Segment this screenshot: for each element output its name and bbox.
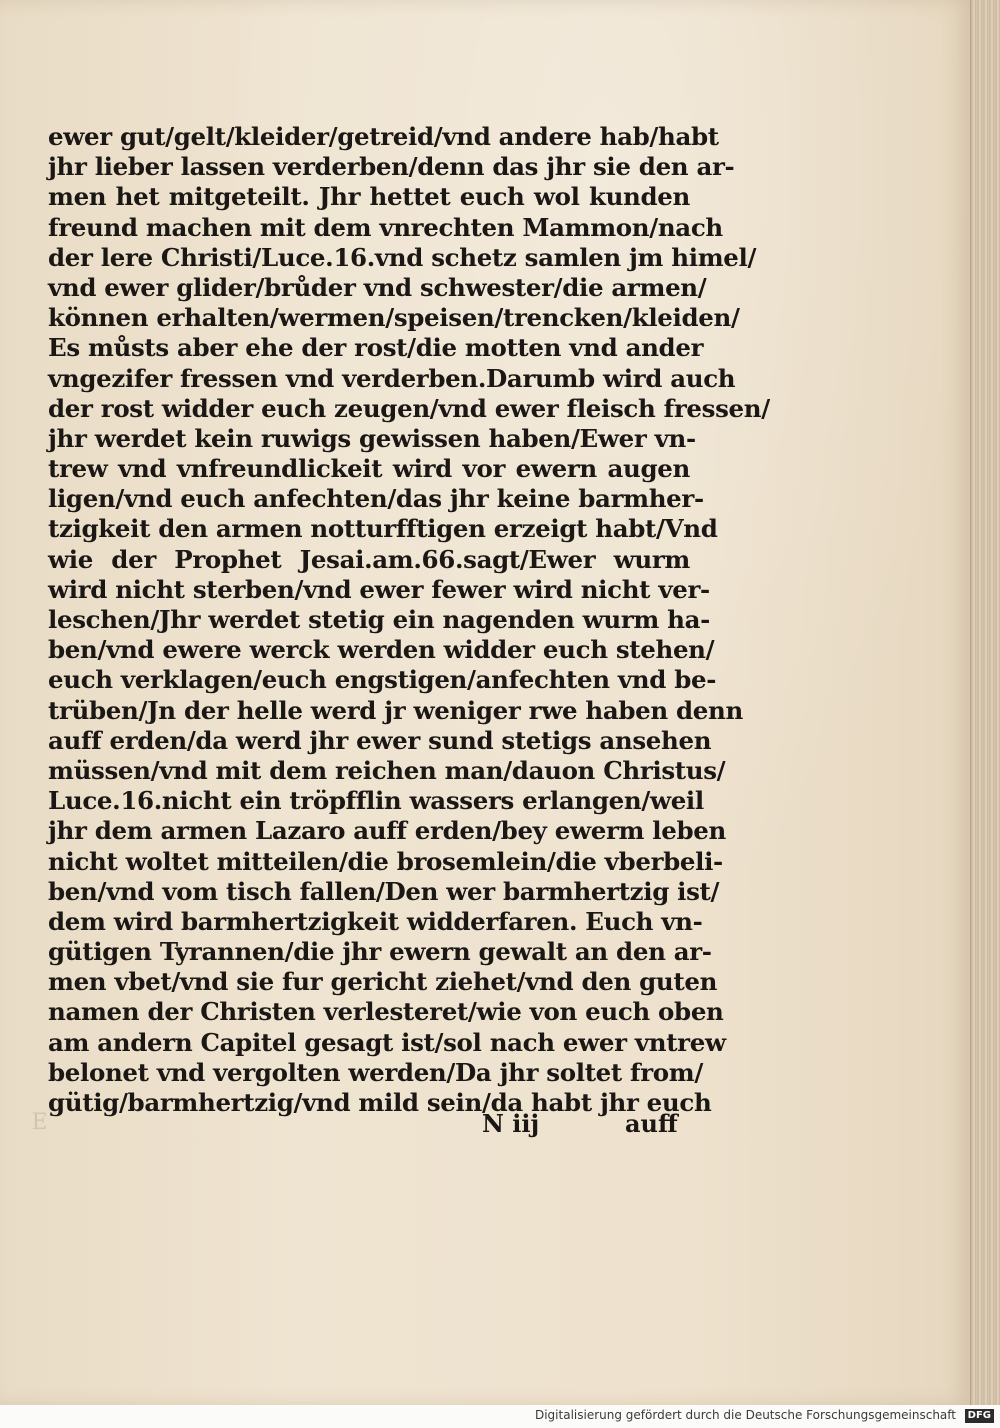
text-line: gütig/barmhertzig/vnd mild sein/da habt jhr euch [48,1088,712,1117]
text-line: wird nicht sterben/vnd ewer fewer wird nicht ver- [48,574,710,604]
text-line: der rost widder euch zeugen/vnd ewer fleisch fressen/ [48,393,770,423]
text-line: namen der Christen verlesteret/wie von euch oben [48,997,724,1027]
text-line: jhr lieber lassen verderben/denn das jhr sie den ar- [48,152,735,182]
catchword: auff [625,1109,678,1138]
text-line: men het mitgeteilt. Jhr hettet euch wol kunden [48,182,690,212]
text-line: Luce.16.nicht ein tröpfflin wassers erlangen/weil [48,786,704,816]
text-line: gütigen Tyrannen/die jhr ewern gewalt an den ar- [48,937,712,967]
text-line: vnd ewer glider/brůder vnd schwester/die armen/ [48,272,707,302]
text-line: ewer gut/gelt/kleider/getreid/vnd andere hab/habt [48,122,719,151]
signature-mark: N iij [482,1109,540,1138]
text-line: euch verklagen/euch engstigen/anfechten vnd be- [48,665,717,695]
text-line: nicht woltet mitteilen/die brosemlein/die vberbeli- [48,846,723,876]
text-line: jhr werdet kein ruwigs gewissen haben/Ewer vn- [48,423,696,453]
text-line: müssen/vnd mit dem reichen man/dauon Christus/ [48,755,726,785]
text-line: können erhalten/wermen/speisen/trencken/kleiden/ [48,303,740,333]
text-line: ben/vnd ewere werck werden widder euch stehen/ [48,635,715,665]
funding-credit: Digitalisierung gefördert durch die Deutsche Forschungsgemeinschaft [534,1408,956,1422]
text-line: ben/vnd vom tisch fallen/Den wer barmhertzig ist/ [48,876,720,906]
text-line: ligen/vnd euch anfechten/das jhr keine barmher- [48,484,704,514]
text-line: am andern Capitel gesagt ist/sol nach ewer vntrew [48,1027,726,1057]
body-text [48,122,770,1118]
text-line: leschen/Jhr werdet stetig ein nagenden wurm ha- [48,605,710,634]
text-line: auff erden/da werd jhr ewer sund stetigs ansehen [48,725,712,755]
text-line: vngezifer fressen vnd verderben.Darumb wird auch [48,363,736,393]
text-line: men vbet/vnd sie fur gericht ziehet/vnd den guten [48,967,718,997]
text-line: wie der Prophet Jesai.am.66.sagt/Ewer wurm [48,544,690,574]
text-line: tzigkeit den armen notturfftigen erzeigt habt/Vnd [48,514,718,544]
text-line: trüben/Jn der helle werd jr weniger rwe haben denn [48,695,743,725]
text-line: Es můsts aber ehe der rost/die motten vnd ander [48,333,704,363]
text-line: freund machen mit dem vnrechten Mammon/nach [48,212,723,242]
show-through-text: Ǝ [30,1110,48,1135]
text-line: der lere Christi/Luce.16.vnd schetz samlen jm himel/ [48,242,757,272]
footer-bar [0,1405,1000,1428]
text-line: trew vnd vnfreundlickeit wird vor ewern augen [48,454,690,484]
text-line: belonet vnd vergolten werden/Da jhr soltet from/ [48,1057,703,1087]
text-line: dem wird barmhertzigkeit widderfaren. Euch vn- [48,906,703,936]
text-line: jhr dem armen Lazaro auff erden/bey ewerm leben [48,816,726,846]
dfg-logo-icon: DFG [965,1409,994,1423]
